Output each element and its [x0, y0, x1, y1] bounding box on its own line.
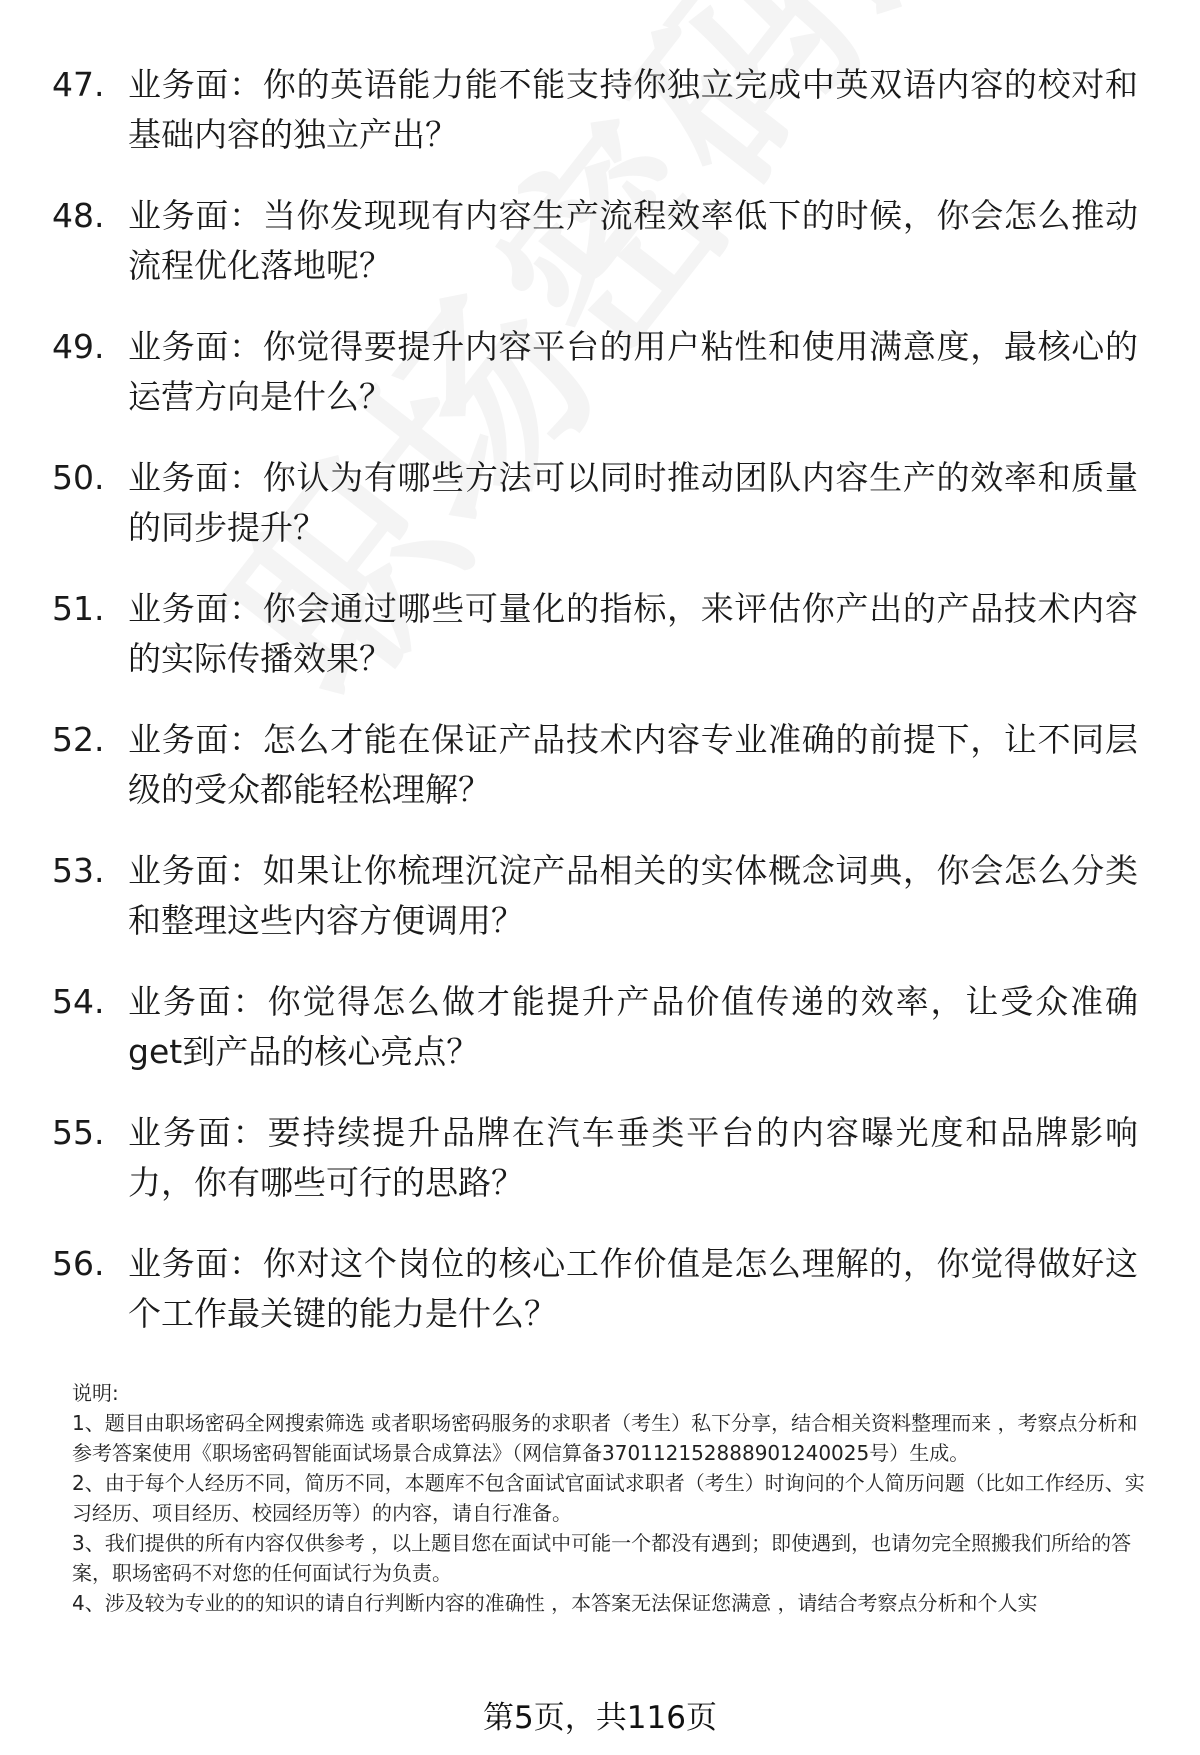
- note-item: 4、涉及较为专业的的知识的请自行判断内容的准确性 ，本答案无法保证您满意 ，请结合考察点分析和个人实: [72, 1591, 1038, 1615]
- list-item: [52, 584, 1152, 684]
- question-number: 50.: [52, 458, 105, 497]
- page-footer: 第5页，共116页: [483, 1700, 717, 1736]
- question-number: 51.: [52, 589, 105, 628]
- question-text: 业务面：当你发现现有内容生产流程效率低下的时候，你会怎么推动流程优化落地呢？: [128, 196, 1138, 285]
- note-item: 1、题目由职场密码全网搜索筛选 或者职场密码服务的求职者（考生）私下分享，结合相关资料整理而来 ，考察点分析和参考答案使用《职场密码智能面试场景合成算法》（网信算备370112152888901240025号）生成。: [72, 1411, 1138, 1465]
- notes-section: [72, 1378, 1152, 1618]
- question-text: 业务面：你对这个岗位的核心工作价值是怎么理解的，你觉得做好这个工作最关键的能力是什么？: [128, 1244, 1138, 1333]
- question-number: 48.: [52, 196, 105, 235]
- list-item: [52, 1108, 1152, 1208]
- question-text: 业务面：你觉得怎么做才能提升产品价值传递的效率，让受众准确get到产品的核心亮点？: [128, 982, 1138, 1071]
- note-item: 3、我们提供的所有内容仅供参考 ，以上题目您在面试中可能一个都没有遇到；即使遇到，也请勿完全照搬我们所给的答案，职场密码不对您的任何面试行为负责。: [72, 1531, 1132, 1585]
- question-number: 49.: [52, 327, 105, 366]
- question-text: 业务面：你觉得要提升内容平台的用户粘性和使用满意度，最核心的运营方向是什么？: [128, 327, 1138, 416]
- list-item: [52, 453, 1152, 553]
- question-list: [52, 60, 1152, 1370]
- notes-title: 说明:: [72, 1381, 119, 1405]
- question-text: 业务面：你的英语能力能不能支持你独立完成中英双语内容的校对和基础内容的独立产出？: [128, 65, 1138, 154]
- list-item: [52, 977, 1152, 1077]
- list-item: [52, 846, 1152, 946]
- question-text: 业务面：要持续提升品牌在汽车垂类平台的内容曝光度和品牌影响力，你有哪些可行的思路？: [128, 1113, 1138, 1202]
- question-text: 业务面：怎么才能在保证产品技术内容专业准确的前提下，让不同层级的受众都能轻松理解？: [128, 720, 1138, 809]
- question-text: 业务面：你会通过哪些可量化的指标，来评估你产出的产品技术内容的实际传播效果？: [128, 589, 1138, 678]
- question-number: 52.: [52, 720, 105, 759]
- question-text: 业务面：你认为有哪些方法可以同时推动团队内容生产的效率和质量的同步提升？: [128, 458, 1138, 547]
- question-number: 47.: [52, 65, 105, 104]
- list-item: [52, 191, 1152, 291]
- list-item: [52, 1239, 1152, 1339]
- question-number: 55.: [52, 1113, 105, 1152]
- list-item: [52, 322, 1152, 422]
- question-number: 53.: [52, 851, 105, 890]
- list-item: [52, 60, 1152, 160]
- list-item: [52, 715, 1152, 815]
- question-number: 54.: [52, 982, 105, 1021]
- note-item: 2、由于每个人经历不同，简历不同，本题库不包含面试官面试求职者（考生）时询问的个人简历问题（比如工作经历、实习经历、项目经历、校园经历等）的内容，请自行准备。: [72, 1471, 1145, 1525]
- question-text: 业务面：如果让你梳理沉淀产品相关的实体概念词典，你会怎么分类和整理这些内容方便调用？: [128, 851, 1138, 940]
- question-number: 56.: [52, 1244, 105, 1283]
